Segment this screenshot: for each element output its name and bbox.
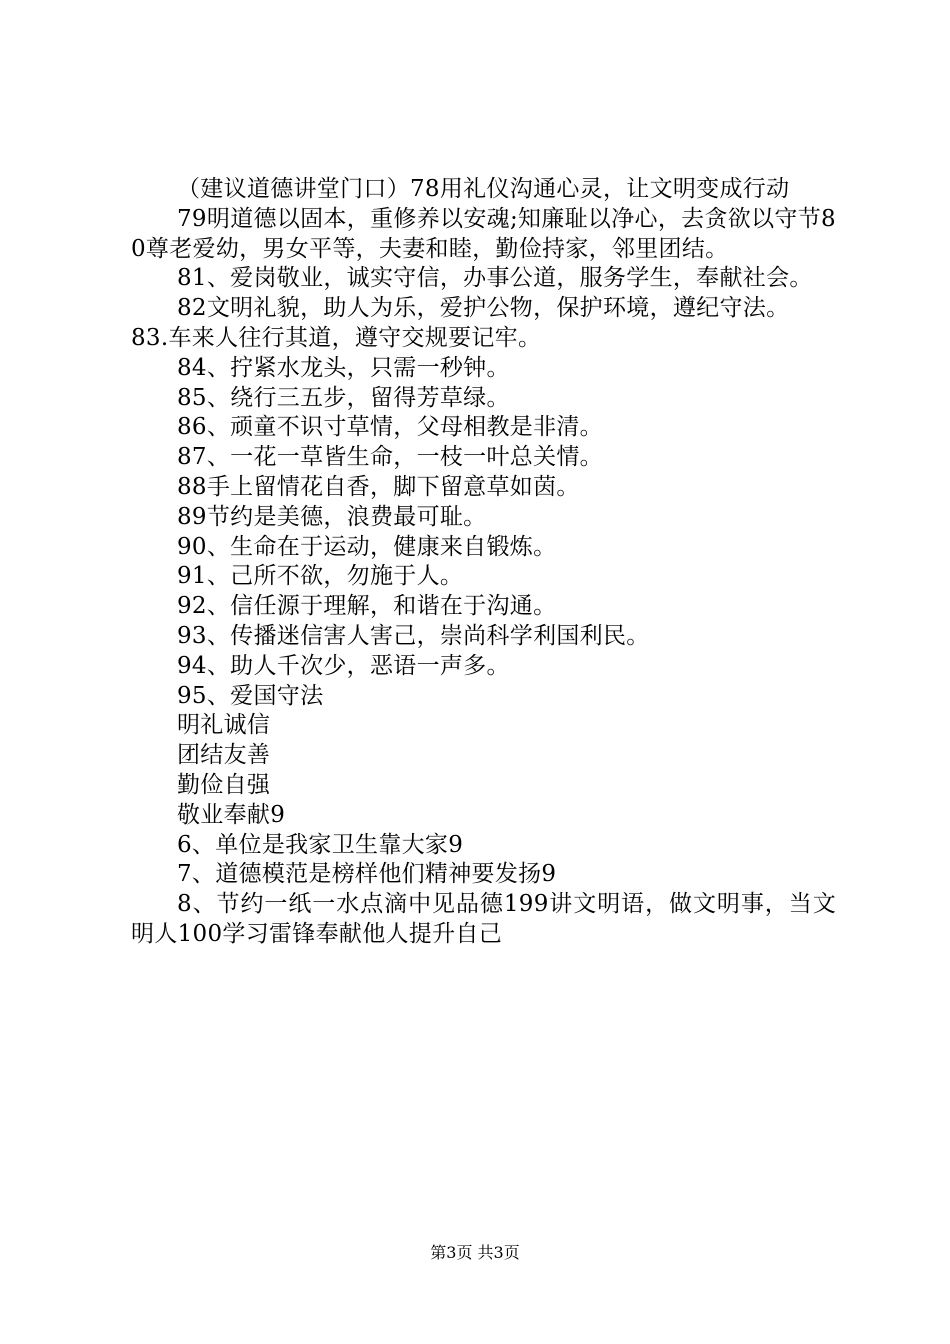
document-body: [131, 175, 836, 950]
paragraph-84: 84、拧紧水龙头，只需一秒钟。: [177, 354, 510, 381]
paragraph-93: 93、传播迷信害人害己，崇尚科学利国利民。: [177, 622, 650, 649]
paragraph-81: 81、爱岗敬业，诚实守信，办事公道，服务学生，奉献社会。: [177, 265, 813, 292]
paragraph-85: 85、绕行三五步，留得芳草绿。: [177, 384, 510, 411]
paragraph-87: 87、一花一草皆生命，一枝一叶总关情。: [177, 444, 603, 471]
paragraph-98-100: 8、节约一纸一水点滴中见品德199讲文明语，做文明事，当文明人100学习雷锋奉献他人提升自己: [131, 891, 836, 947]
paragraph-88: 88手上留情花自香，脚下留意草如茵。: [177, 473, 580, 500]
paragraph-78: （建议道德讲堂门口）78用礼仪沟通心灵，让文明变成行动: [177, 176, 790, 202]
paragraph-95-line-4: 勤俭自强: [177, 771, 271, 798]
paragraph-95-line-3: 团结友善: [177, 742, 271, 769]
paragraph-79-80: 79明道德以固本，重修养以安魂;知廉耻以净心，去贪欲以守节80尊老爱幼，男女平等，夫妻和睦，勤俭持家，邻里团结。: [131, 205, 836, 262]
page-number-footer: 第3页 共3页: [430, 1243, 520, 1262]
paragraph-95: 95、爱国守法: [177, 682, 324, 709]
paragraph-90: 90、生命在于运动，健康来自锻炼。: [177, 533, 557, 560]
paragraph-94: 94、助人千次少，恶语一声多。: [177, 652, 510, 679]
paragraph-95-line-5: 敬业奉献9: [177, 801, 286, 828]
paragraph-86: 86、顽童不识寸草情，父母相教是非清。: [177, 414, 603, 441]
paragraph-97: 7、道德模范是榜样他们精神要发扬9: [177, 861, 557, 888]
paragraph-83: 83.车来人往行其道，遵守交规要记牢。: [131, 324, 542, 351]
paragraph-82: 82文明礼貌，助人为乐，爱护公物，保护环境，遵纪守法。: [177, 295, 790, 322]
paragraph-95-line-2: 明礼诚信: [177, 712, 271, 739]
paragraph-96: 6、单位是我家卫生靠大家9: [177, 831, 464, 858]
paragraph-91: 91、己所不欲，勿施于人。: [177, 563, 464, 590]
paragraph-92: 92、信任源于理解，和谐在于沟通。: [177, 593, 557, 620]
paragraph-89: 89节约是美德，浪费最可耻。: [177, 503, 487, 530]
